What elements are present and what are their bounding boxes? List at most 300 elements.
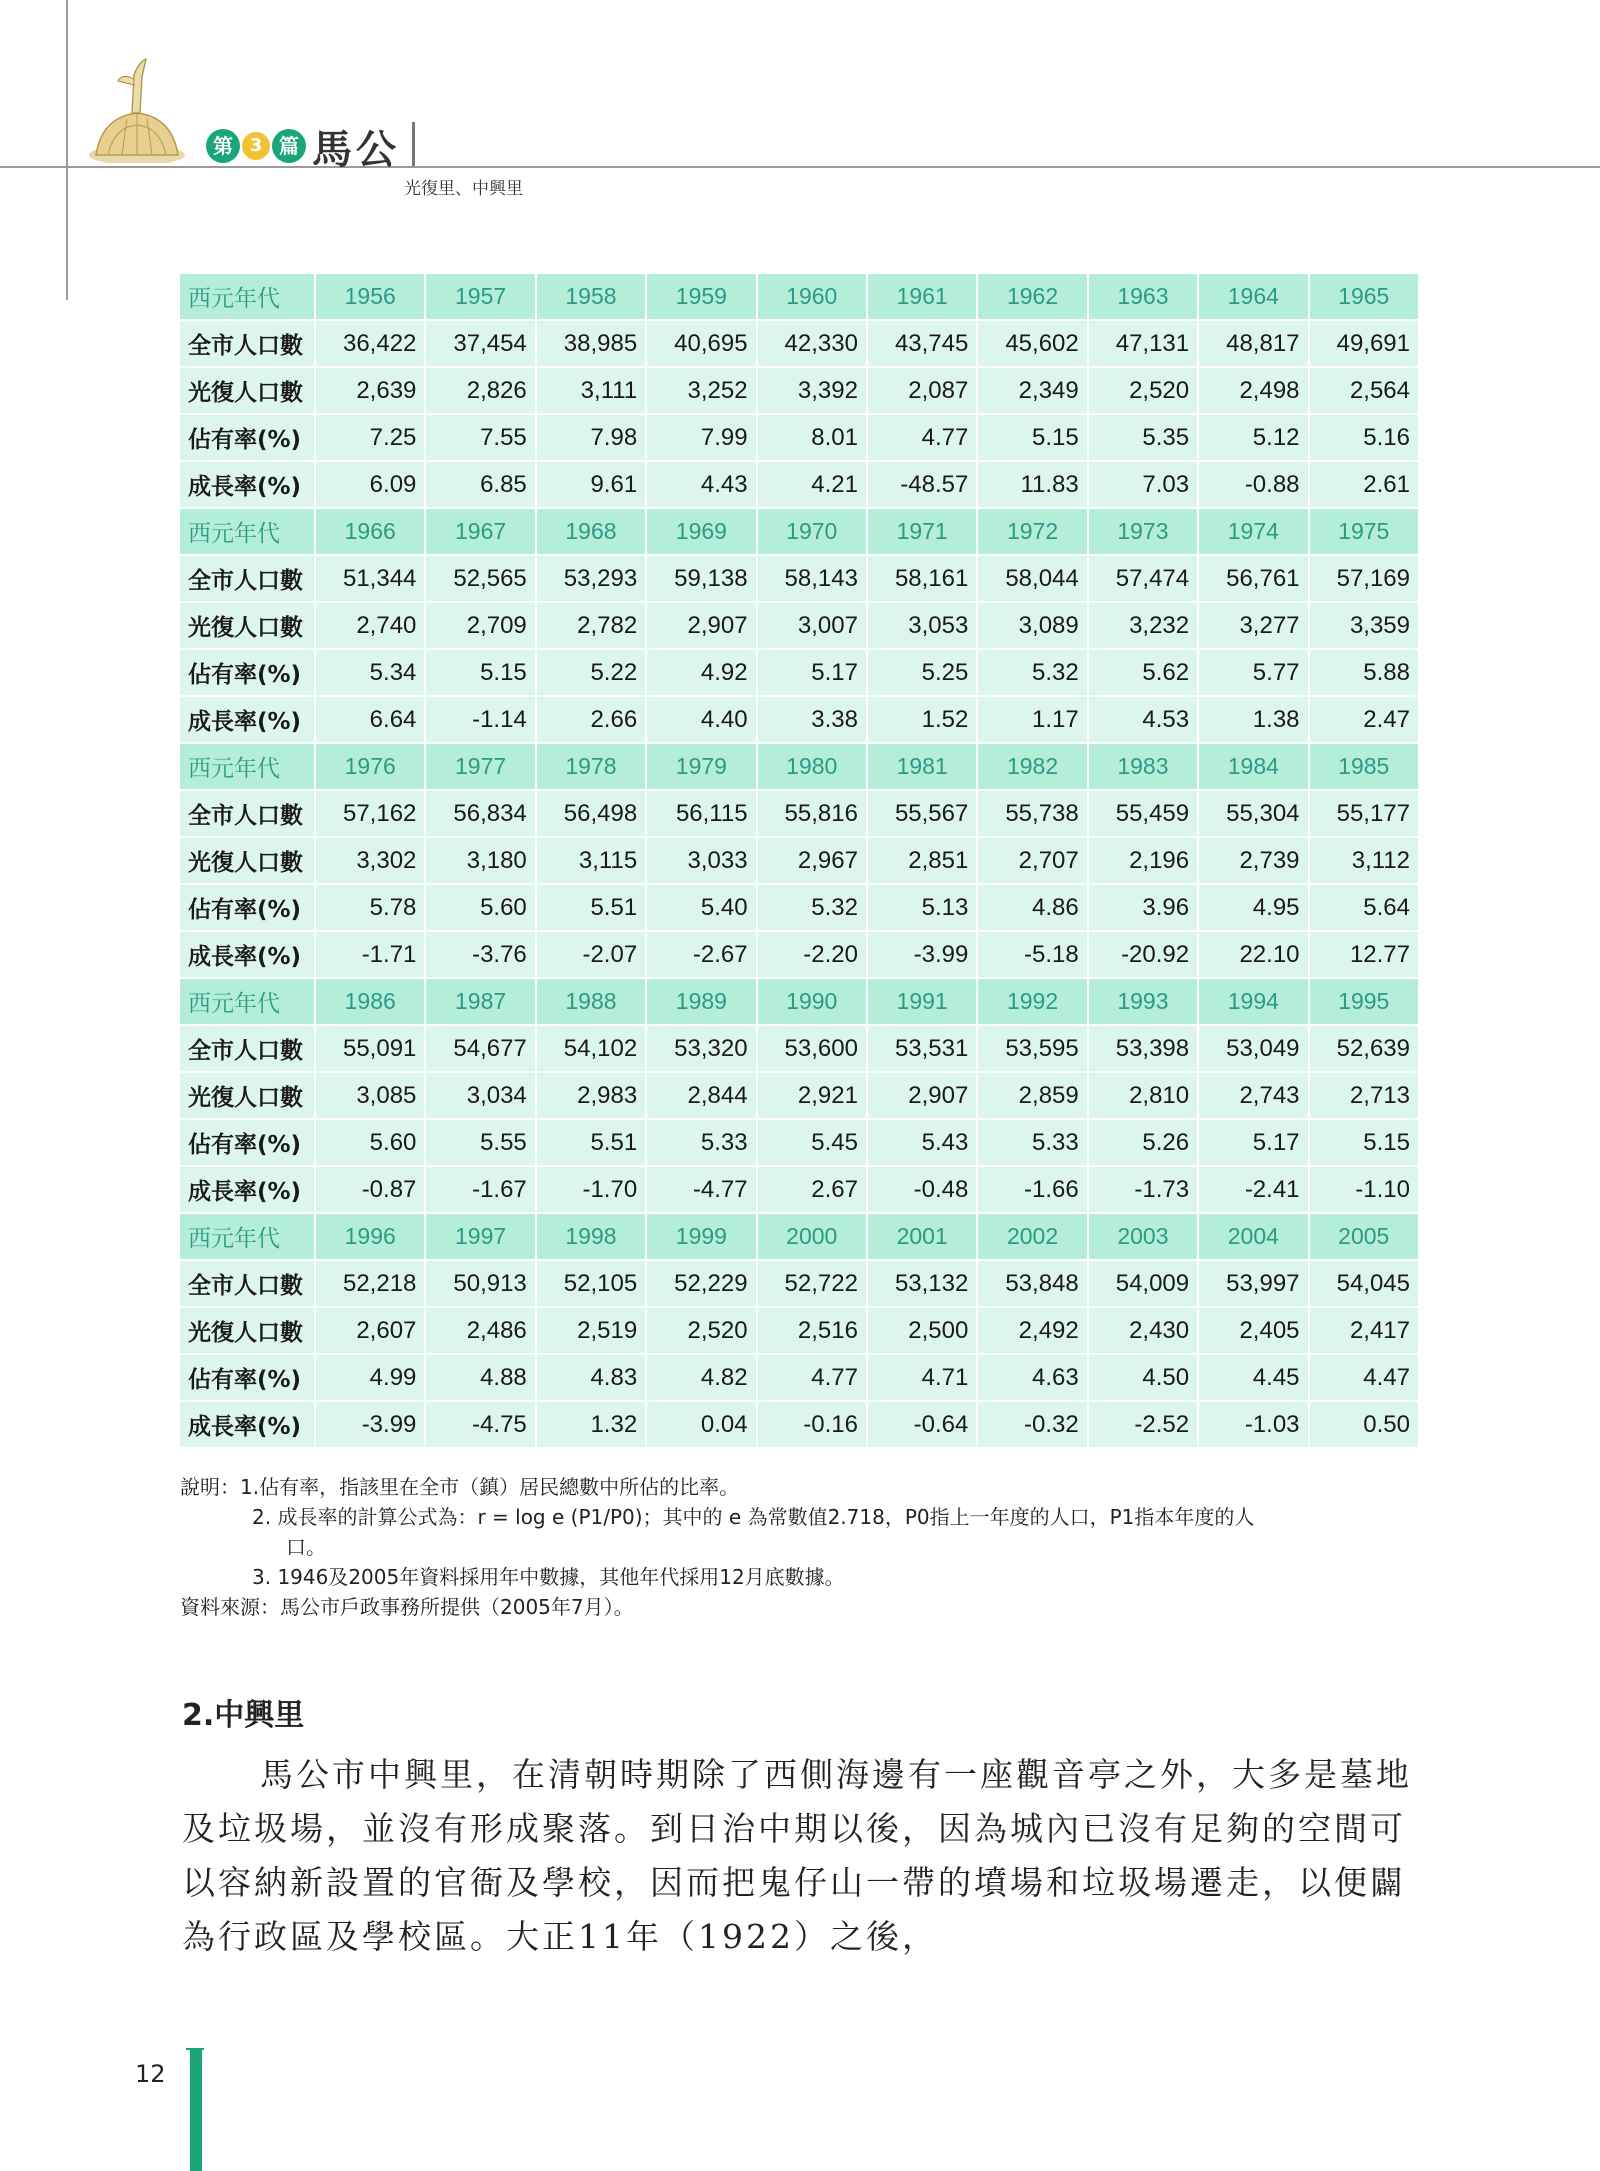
- table-cell: 3,007: [757, 602, 867, 649]
- table-cell: 53,398: [1088, 1025, 1198, 1072]
- year-cell: 1962: [977, 273, 1087, 320]
- chapter-suffix: 篇: [272, 129, 306, 163]
- table-cell: 52,639: [1309, 1025, 1419, 1072]
- table-cell: 55,567: [867, 790, 977, 837]
- table-cell: 5.34: [315, 649, 425, 696]
- year-cell: 1996: [315, 1213, 425, 1260]
- year-cell: 1960: [757, 273, 867, 320]
- table-cell: 5.16: [1309, 414, 1419, 461]
- table-cell: 5.40: [646, 884, 756, 931]
- table-cell: 5.25: [867, 649, 977, 696]
- table-cell: -3.99: [867, 931, 977, 978]
- population-table-body: [179, 273, 1419, 1448]
- table-cell: 5.78: [315, 884, 425, 931]
- table-cell: -0.16: [757, 1401, 867, 1448]
- table-cell: 2,520: [646, 1307, 756, 1354]
- table-cell: -3.76: [425, 931, 535, 978]
- table-cell: 7.25: [315, 414, 425, 461]
- table-cell: 2,519: [536, 1307, 646, 1354]
- table-cell: 5.43: [867, 1119, 977, 1166]
- table-cell: 2,709: [425, 602, 535, 649]
- table-cell: 3,089: [977, 602, 1087, 649]
- row-label: 成長率(%): [179, 696, 315, 743]
- table-cell: -0.64: [867, 1401, 977, 1448]
- year-cell: 1963: [1088, 273, 1198, 320]
- table-cell: 54,009: [1088, 1260, 1198, 1307]
- table-cell: -4.75: [425, 1401, 535, 1448]
- body-paragraph: 馬公市中興里，在清朝時期除了西側海邊有一座觀音亭之外，大多是墓地及垃圾場，並沒有形成聚落。到日治中期以後，因為城內已沒有足夠的空間可以容納新設置的官衙及學校，因而把鬼仔山一帶的墳場和垃圾場遷走，以便闢為行政區及學校區。大正11年（1922）之後，: [182, 1755, 1412, 1956]
- year-cell: 1966: [315, 508, 425, 555]
- table-cell: 49,691: [1309, 320, 1419, 367]
- table-cell: -2.07: [536, 931, 646, 978]
- table-cell: 2,739: [1198, 837, 1308, 884]
- table-cell: 3,277: [1198, 602, 1308, 649]
- table-cell: -1.03: [1198, 1401, 1308, 1448]
- table-cell: 5.62: [1088, 649, 1198, 696]
- table-cell: 53,600: [757, 1025, 867, 1072]
- table-cell: 2.61: [1309, 461, 1419, 508]
- table-cell: 5.45: [757, 1119, 867, 1166]
- table-cell: 6.85: [425, 461, 535, 508]
- table-cell: 1.52: [867, 696, 977, 743]
- header-divider-tick: [412, 122, 415, 166]
- table-cell: 5.35: [1088, 414, 1198, 461]
- row-label: 西元年代: [179, 1213, 315, 1260]
- table-cell: 2.67: [757, 1166, 867, 1213]
- village-population-row: [179, 1307, 1419, 1354]
- table-cell: 1.17: [977, 696, 1087, 743]
- table-cell: 2.47: [1309, 696, 1419, 743]
- table-cell: 3,033: [646, 837, 756, 884]
- monument-emblem-icon: [82, 55, 192, 163]
- table-cell: 2,983: [536, 1072, 646, 1119]
- table-cell: 40,695: [646, 320, 756, 367]
- year-cell: 2005: [1309, 1213, 1419, 1260]
- note-2-continued: 口。: [286, 1535, 326, 1559]
- table-cell: 37,454: [425, 320, 535, 367]
- table-cell: 1.38: [1198, 696, 1308, 743]
- table-cell: 2,826: [425, 367, 535, 414]
- chapter-badge: [206, 128, 308, 164]
- table-cell: 2,349: [977, 367, 1087, 414]
- row-label: 全市人口數: [179, 790, 315, 837]
- year-cell: 1959: [646, 273, 756, 320]
- chapter-subtitle: 光復里、中興里: [404, 179, 523, 199]
- row-label: 佔有率(%): [179, 884, 315, 931]
- table-cell: 7.98: [536, 414, 646, 461]
- year-cell: 1997: [425, 1213, 535, 1260]
- table-cell: 5.33: [646, 1119, 756, 1166]
- table-cell: -2.67: [646, 931, 756, 978]
- table-cell: -1.67: [425, 1166, 535, 1213]
- table-cell: 4.95: [1198, 884, 1308, 931]
- city-population-row: [179, 1025, 1419, 1072]
- year-cell: 1968: [536, 508, 646, 555]
- table-cell: 52,565: [425, 555, 535, 602]
- year-cell: 1983: [1088, 743, 1198, 790]
- year-cell: 2001: [867, 1213, 977, 1260]
- table-cell: 36,422: [315, 320, 425, 367]
- table-cell: 5.32: [977, 649, 1087, 696]
- table-cell: 2,810: [1088, 1072, 1198, 1119]
- table-notes: [180, 1472, 1420, 1622]
- village-population-row: [179, 602, 1419, 649]
- table-cell: 3,053: [867, 602, 977, 649]
- table-cell: -4.77: [646, 1166, 756, 1213]
- year-row: [179, 1213, 1419, 1260]
- note-3: 3. 1946及2005年資料採用年中數據，其他年代採用12月底數據。: [252, 1565, 845, 1589]
- table-cell: 2,087: [867, 367, 977, 414]
- year-row: [179, 273, 1419, 320]
- row-label: 光復人口數: [179, 602, 315, 649]
- table-cell: 5.60: [425, 884, 535, 931]
- row-label: 全市人口數: [179, 555, 315, 602]
- table-cell: 3,034: [425, 1072, 535, 1119]
- share-row: [179, 649, 1419, 696]
- table-cell: 54,677: [425, 1025, 535, 1072]
- year-row: [179, 743, 1419, 790]
- table-cell: 4.71: [867, 1354, 977, 1401]
- table-cell: -1.66: [977, 1166, 1087, 1213]
- table-cell: -1.14: [425, 696, 535, 743]
- table-cell: 12.77: [1309, 931, 1419, 978]
- table-cell: 2,844: [646, 1072, 756, 1119]
- year-cell: 1971: [867, 508, 977, 555]
- table-cell: 2,713: [1309, 1072, 1419, 1119]
- year-cell: 1988: [536, 978, 646, 1025]
- year-cell: 1979: [646, 743, 756, 790]
- table-cell: 52,722: [757, 1260, 867, 1307]
- row-label: 成長率(%): [179, 461, 315, 508]
- table-cell: 56,115: [646, 790, 756, 837]
- table-cell: 5.51: [536, 1119, 646, 1166]
- note-2: 2. 成長率的計算公式為：r = log e (P1/P0)；其中的 e 為常數值2.718，P0指上一年度的人口，P1指本年度的人: [252, 1505, 1255, 1529]
- table-cell: 51,344: [315, 555, 425, 602]
- year-cell: 1956: [315, 273, 425, 320]
- table-cell: 4.92: [646, 649, 756, 696]
- table-cell: 55,459: [1088, 790, 1198, 837]
- table-cell: 2,743: [1198, 1072, 1308, 1119]
- table-cell: 53,531: [867, 1025, 977, 1072]
- table-cell: 48,817: [1198, 320, 1308, 367]
- table-cell: 5.17: [757, 649, 867, 696]
- table-cell: 52,105: [536, 1260, 646, 1307]
- table-cell: 8.01: [757, 414, 867, 461]
- table-cell: 55,738: [977, 790, 1087, 837]
- table-cell: 43,745: [867, 320, 977, 367]
- table-cell: 5.64: [1309, 884, 1419, 931]
- table-cell: 4.77: [867, 414, 977, 461]
- year-cell: 1993: [1088, 978, 1198, 1025]
- chapter-number: 3: [242, 132, 270, 160]
- row-label: 光復人口數: [179, 1307, 315, 1354]
- table-cell: 2,707: [977, 837, 1087, 884]
- table-cell: 55,304: [1198, 790, 1308, 837]
- table-cell: 4.43: [646, 461, 756, 508]
- year-cell: 1957: [425, 273, 535, 320]
- table-cell: 5.15: [977, 414, 1087, 461]
- table-cell: 0.04: [646, 1401, 756, 1448]
- year-cell: 1972: [977, 508, 1087, 555]
- table-cell: 4.47: [1309, 1354, 1419, 1401]
- table-cell: 9.61: [536, 461, 646, 508]
- table-cell: 53,997: [1198, 1260, 1308, 1307]
- row-label: 成長率(%): [179, 1166, 315, 1213]
- table-cell: -2.52: [1088, 1401, 1198, 1448]
- table-cell: 4.53: [1088, 696, 1198, 743]
- year-cell: 1980: [757, 743, 867, 790]
- year-cell: 1982: [977, 743, 1087, 790]
- table-cell: 4.88: [425, 1354, 535, 1401]
- table-cell: 5.13: [867, 884, 977, 931]
- row-label: 佔有率(%): [179, 414, 315, 461]
- header-vertical-rule: [66, 0, 68, 300]
- data-source: 資料來源：馬公市戶政事務所提供（2005年7月）。: [180, 1595, 634, 1619]
- table-cell: 5.12: [1198, 414, 1308, 461]
- table-cell: 2,430: [1088, 1307, 1198, 1354]
- year-cell: 1967: [425, 508, 535, 555]
- table-cell: -2.41: [1198, 1166, 1308, 1213]
- row-label: 西元年代: [179, 273, 315, 320]
- section-title: 2.中興里: [182, 1698, 305, 1733]
- table-cell: 58,044: [977, 555, 1087, 602]
- table-cell: -48.57: [867, 461, 977, 508]
- year-cell: 1981: [867, 743, 977, 790]
- table-cell: 38,985: [536, 320, 646, 367]
- village-population-row: [179, 367, 1419, 414]
- city-population-row: [179, 1260, 1419, 1307]
- row-label: 光復人口數: [179, 837, 315, 884]
- village-population-row: [179, 837, 1419, 884]
- table-cell: 4.82: [646, 1354, 756, 1401]
- table-cell: 4.21: [757, 461, 867, 508]
- growth-row: [179, 1166, 1419, 1213]
- table-cell: -2.20: [757, 931, 867, 978]
- table-cell: 3,392: [757, 367, 867, 414]
- table-cell: 57,474: [1088, 555, 1198, 602]
- year-cell: 1977: [425, 743, 535, 790]
- growth-row: [179, 461, 1419, 508]
- share-row: [179, 1354, 1419, 1401]
- table-cell: 47,131: [1088, 320, 1198, 367]
- table-cell: 1.32: [536, 1401, 646, 1448]
- year-cell: 1969: [646, 508, 756, 555]
- year-cell: 1973: [1088, 508, 1198, 555]
- table-cell: 55,091: [315, 1025, 425, 1072]
- row-label: 光復人口數: [179, 1072, 315, 1119]
- row-label: 佔有率(%): [179, 1119, 315, 1166]
- table-cell: 5.60: [315, 1119, 425, 1166]
- row-label: 成長率(%): [179, 1401, 315, 1448]
- table-cell: 2,907: [646, 602, 756, 649]
- note-1: 說明：1.佔有率，指該里在全市（鎮）居民總數中所佔的比率。: [180, 1475, 740, 1499]
- table-cell: 53,049: [1198, 1025, 1308, 1072]
- year-cell: 1984: [1198, 743, 1308, 790]
- table-cell: 3,180: [425, 837, 535, 884]
- table-cell: 56,761: [1198, 555, 1308, 602]
- table-cell: -0.48: [867, 1166, 977, 1213]
- table-cell: 5.22: [536, 649, 646, 696]
- table-cell: -1.71: [315, 931, 425, 978]
- table-cell: 59,138: [646, 555, 756, 602]
- table-cell: -1.73: [1088, 1166, 1198, 1213]
- page-accent-bar: [190, 2048, 202, 2171]
- year-cell: 2003: [1088, 1213, 1198, 1260]
- body-text: [182, 1748, 1420, 1964]
- table-cell: 52,218: [315, 1260, 425, 1307]
- year-cell: 1989: [646, 978, 756, 1025]
- year-cell: 1964: [1198, 273, 1308, 320]
- table-cell: 2,907: [867, 1072, 977, 1119]
- table-cell: 52,229: [646, 1260, 756, 1307]
- table-cell: 45,602: [977, 320, 1087, 367]
- row-label: 全市人口數: [179, 1260, 315, 1307]
- table-cell: 2,492: [977, 1307, 1087, 1354]
- table-cell: 2,851: [867, 837, 977, 884]
- year-cell: 1978: [536, 743, 646, 790]
- table-cell: 5.33: [977, 1119, 1087, 1166]
- share-row: [179, 414, 1419, 461]
- row-label: 西元年代: [179, 743, 315, 790]
- table-cell: 56,498: [536, 790, 646, 837]
- page-number: 12: [135, 2060, 166, 2088]
- table-cell: 53,320: [646, 1025, 756, 1072]
- row-label: 光復人口數: [179, 367, 315, 414]
- share-row: [179, 1119, 1419, 1166]
- table-cell: 5.32: [757, 884, 867, 931]
- table-cell: 7.55: [425, 414, 535, 461]
- table-cell: -0.87: [315, 1166, 425, 1213]
- table-cell: 57,162: [315, 790, 425, 837]
- table-cell: 2,500: [867, 1307, 977, 1354]
- table-cell: 2,967: [757, 837, 867, 884]
- year-cell: 1985: [1309, 743, 1419, 790]
- table-cell: 3,085: [315, 1072, 425, 1119]
- table-cell: 56,834: [425, 790, 535, 837]
- table-cell: 3,302: [315, 837, 425, 884]
- table-cell: 58,143: [757, 555, 867, 602]
- table-cell: 5.17: [1198, 1119, 1308, 1166]
- population-table: [178, 272, 1420, 1449]
- table-cell: 4.63: [977, 1354, 1087, 1401]
- growth-row: [179, 931, 1419, 978]
- year-cell: 1990: [757, 978, 867, 1025]
- row-label: 佔有率(%): [179, 649, 315, 696]
- table-cell: 53,595: [977, 1025, 1087, 1072]
- year-cell: 1976: [315, 743, 425, 790]
- table-cell: 58,161: [867, 555, 977, 602]
- year-cell: 2000: [757, 1213, 867, 1260]
- table-cell: 2,740: [315, 602, 425, 649]
- year-cell: 1992: [977, 978, 1087, 1025]
- table-cell: 2,520: [1088, 367, 1198, 414]
- table-cell: 3,115: [536, 837, 646, 884]
- city-population-row: [179, 790, 1419, 837]
- table-cell: 42,330: [757, 320, 867, 367]
- growth-row: [179, 1401, 1419, 1448]
- table-cell: 3.38: [757, 696, 867, 743]
- year-row: [179, 978, 1419, 1025]
- year-cell: 1961: [867, 273, 977, 320]
- table-cell: 55,177: [1309, 790, 1419, 837]
- chapter-name: 馬公: [312, 126, 400, 173]
- table-cell: 53,848: [977, 1260, 1087, 1307]
- table-cell: 5.15: [1309, 1119, 1419, 1166]
- year-cell: 1987: [425, 978, 535, 1025]
- table-cell: 2,607: [315, 1307, 425, 1354]
- table-cell: 7.99: [646, 414, 756, 461]
- table-cell: -5.18: [977, 931, 1087, 978]
- table-cell: 2,196: [1088, 837, 1198, 884]
- table-cell: 54,102: [536, 1025, 646, 1072]
- table-cell: 11.83: [977, 461, 1087, 508]
- row-label: 全市人口數: [179, 320, 315, 367]
- year-cell: 2004: [1198, 1213, 1308, 1260]
- table-cell: 2,498: [1198, 367, 1308, 414]
- table-cell: 53,293: [536, 555, 646, 602]
- table-cell: 4.45: [1198, 1354, 1308, 1401]
- table-cell: 5.88: [1309, 649, 1419, 696]
- year-cell: 1999: [646, 1213, 756, 1260]
- table-cell: 55,816: [757, 790, 867, 837]
- table-cell: 2,921: [757, 1072, 867, 1119]
- table-cell: 2,859: [977, 1072, 1087, 1119]
- table-cell: 2,405: [1198, 1307, 1308, 1354]
- row-label: 西元年代: [179, 978, 315, 1025]
- table-cell: 5.55: [425, 1119, 535, 1166]
- table-cell: 2,564: [1309, 367, 1419, 414]
- table-cell: -0.88: [1198, 461, 1308, 508]
- year-cell: 1986: [315, 978, 425, 1025]
- table-cell: 7.03: [1088, 461, 1198, 508]
- row-label: 全市人口數: [179, 1025, 315, 1072]
- table-cell: -1.10: [1309, 1166, 1419, 1213]
- table-cell: 5.15: [425, 649, 535, 696]
- table-cell: 2.66: [536, 696, 646, 743]
- table-cell: -1.70: [536, 1166, 646, 1213]
- table-cell: 4.77: [757, 1354, 867, 1401]
- year-cell: 1958: [536, 273, 646, 320]
- row-label: 西元年代: [179, 508, 315, 555]
- table-cell: 4.83: [536, 1354, 646, 1401]
- table-cell: 2,639: [315, 367, 425, 414]
- table-cell: 2,417: [1309, 1307, 1419, 1354]
- table-cell: 4.50: [1088, 1354, 1198, 1401]
- row-label: 成長率(%): [179, 931, 315, 978]
- header-horizontal-rule: [0, 166, 1600, 168]
- table-cell: -20.92: [1088, 931, 1198, 978]
- table-cell: 22.10: [1198, 931, 1308, 978]
- table-cell: 3,111: [536, 367, 646, 414]
- growth-row: [179, 696, 1419, 743]
- table-cell: 3,359: [1309, 602, 1419, 649]
- table-cell: 3,112: [1309, 837, 1419, 884]
- table-cell: 3,232: [1088, 602, 1198, 649]
- table-cell: 3,252: [646, 367, 756, 414]
- table-cell: 57,169: [1309, 555, 1419, 602]
- table-cell: 4.99: [315, 1354, 425, 1401]
- row-label: 佔有率(%): [179, 1354, 315, 1401]
- table-cell: 4.86: [977, 884, 1087, 931]
- table-cell: 0.50: [1309, 1401, 1419, 1448]
- table-cell: 3.96: [1088, 884, 1198, 931]
- year-cell: 1994: [1198, 978, 1308, 1025]
- year-cell: 1965: [1309, 273, 1419, 320]
- city-population-row: [179, 555, 1419, 602]
- table-cell: 2,782: [536, 602, 646, 649]
- table-cell: 50,913: [425, 1260, 535, 1307]
- table-cell: 6.09: [315, 461, 425, 508]
